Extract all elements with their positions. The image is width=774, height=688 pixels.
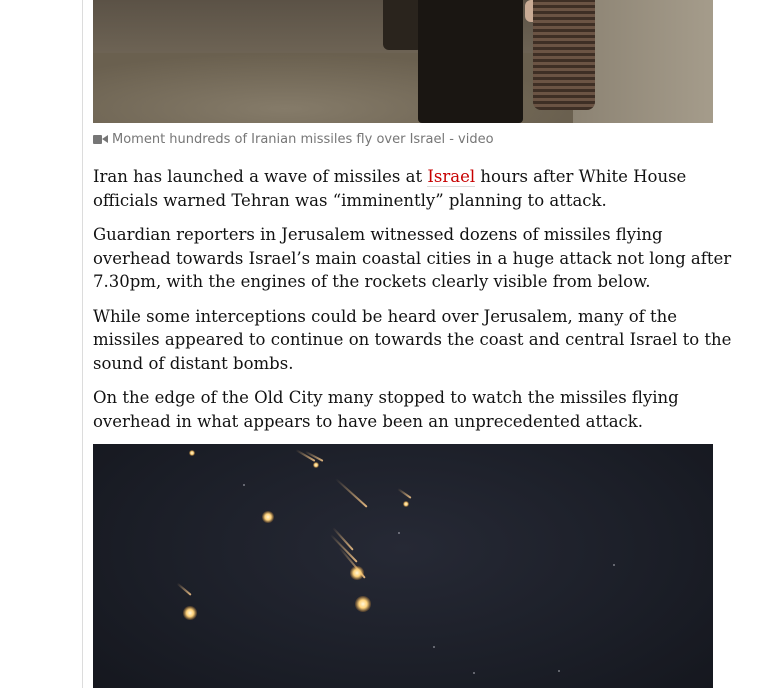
article-body — [93, 0, 732, 688]
top-media-figure — [93, 0, 713, 149]
israel-link[interactable]: Israel — [427, 167, 476, 186]
top-video-still[interactable] — [93, 0, 713, 123]
paragraph-1: Iran has launched a wave of missiles at Israel hours after White House officials warned Tehran was “imminently” planning to attack. — [93, 167, 687, 210]
night-sky-missiles-photo — [93, 444, 713, 688]
paragraph-4: On the edge of the Old City many stopped to watch the missiles flying overhead in what appears to have been an unprecedented attack. — [93, 388, 679, 431]
caption-text: Moment hundreds of Iranian missiles fly over Israel - video — [112, 131, 494, 147]
paragraph-2: Guardian reporters in Jerusalem witnessed dozens of missiles flying overhead towards Israel’s main coastal cities in a huge attack not long after 7.30pm, with the engines of the rockets clearly visible from below. — [93, 225, 732, 291]
left-column-rule — [82, 0, 83, 688]
video-camera-icon — [93, 135, 108, 144]
article-text — [93, 165, 732, 433]
paragraph-3: While some interceptions could be heard over Jerusalem, many of the missiles appeared to continue on towards the coast and central Israel to the sound of distant bombs. — [93, 306, 732, 373]
top-photo-caption — [93, 129, 713, 149]
